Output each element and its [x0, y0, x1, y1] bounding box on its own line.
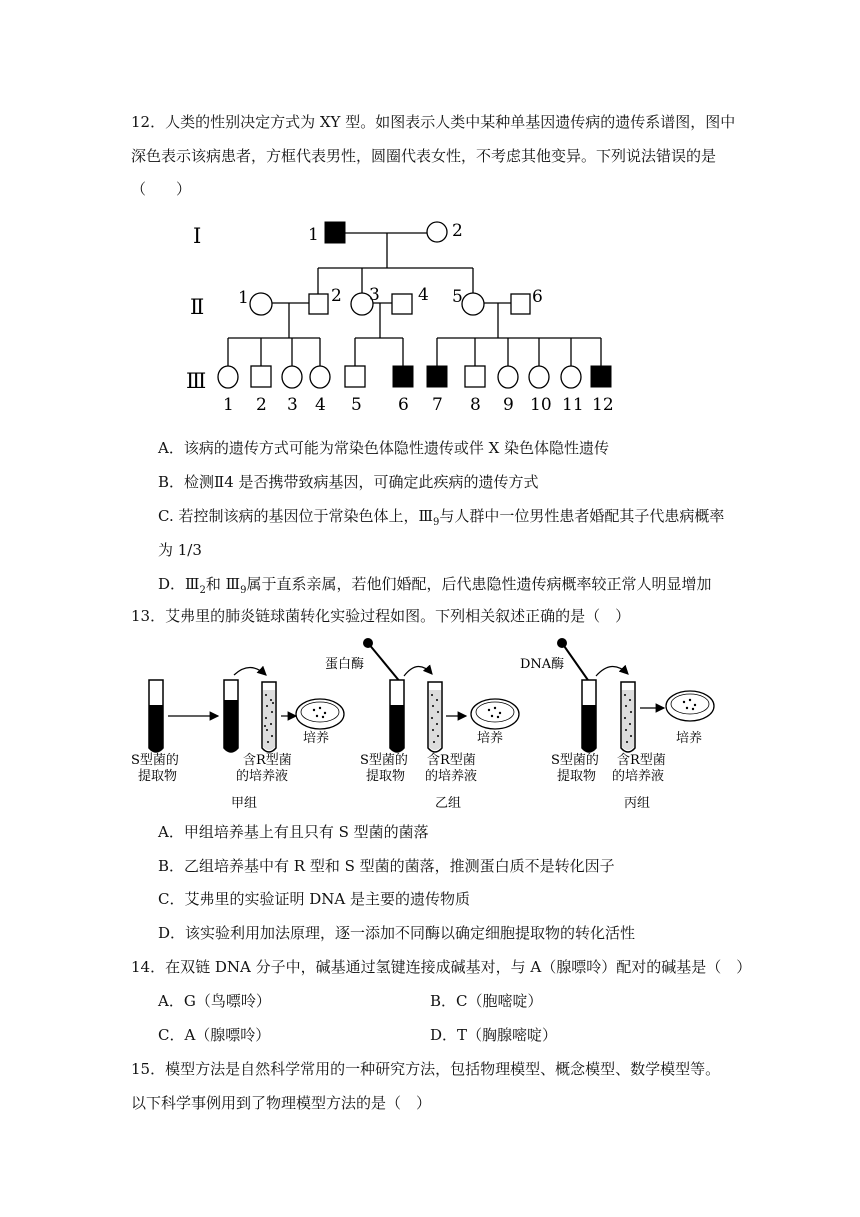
q12-option-d: D．$Ⅲ_2$和 $Ⅲ_9$属于直系亲属，若他们婚配，后代患隐性遗传病概率较正常人明显增加 — [158, 575, 712, 596]
q12-option-a: A．该病的遗传方式可能为常染色体隐性遗传或伴 X 染色体隐性遗传 — [158, 439, 610, 457]
III3-female — [282, 366, 302, 388]
III6-affected-male — [393, 366, 413, 387]
q12-stem-line-3: （ ） — [131, 180, 192, 198]
III-num-5: 5 — [351, 395, 362, 415]
III-num-1: 1 — [223, 395, 234, 415]
I1-affected-male — [325, 222, 345, 243]
III10-female — [529, 366, 549, 388]
b-enzyme: 蛋白酶 — [325, 657, 365, 672]
group-b-label: 乙组 — [435, 796, 462, 811]
avery-experiment-figure — [0, 630, 860, 850]
q14-option-b: B．C（胞嘧啶） — [430, 992, 543, 1010]
b-s-extract-1: S型菌的 — [360, 753, 408, 768]
a-s-extract-1: S型菌的 — [131, 753, 179, 768]
c-enzyme: DNA酶 — [520, 657, 565, 672]
II2-male — [309, 294, 328, 314]
II-num-6: 6 — [532, 287, 543, 307]
I-num-2: 2 — [452, 221, 463, 241]
b-s-extract-2: 提取物 — [366, 769, 406, 784]
I-num-1: 1 — [308, 225, 319, 245]
II1-female — [250, 293, 272, 315]
a-r-culture-1: 含R型菌 — [243, 753, 292, 768]
II-num-4: 4 — [418, 285, 429, 305]
q15-stem-line-1: 15．模型方法是自然科学常用的一种研究方法，包括物理模型、概念模型、数学模型等。 — [131, 1060, 721, 1078]
q14-option-d: D．T（胸腺嘧啶） — [430, 1026, 558, 1044]
q12-stem-line-1: 12．人类的性别决定方式为 XY 型。如图表示人类中某种单基因遗传病的遗传系谱图，图中 — [131, 113, 736, 131]
b-r-culture-1: 含R型菌 — [427, 753, 476, 768]
II6-male — [511, 294, 530, 314]
III11-female — [561, 366, 581, 388]
a-culture: 培养 — [303, 731, 330, 746]
III-num-3: 3 — [287, 395, 298, 415]
III-num-2: 2 — [256, 395, 267, 415]
III9-female — [498, 366, 518, 388]
q13-stem: 13．艾弗里的肺炎链球菌转化实验过程如图。下列相关叙述正确的是（ ） — [131, 607, 631, 625]
q13-option-a: A．甲组培养基上有且只有 S 型菌的菌落 — [158, 823, 429, 841]
III-num-8: 8 — [470, 395, 481, 415]
III-num-6: 6 — [398, 395, 409, 415]
III-num-7: 7 — [432, 395, 443, 415]
III1-female — [218, 366, 238, 388]
III4-female — [310, 366, 330, 388]
c-s-extract-2: 提取物 — [557, 769, 597, 784]
II-num-5: 5 — [452, 287, 463, 307]
b-culture: 培养 — [477, 731, 504, 746]
II-num-3: 3 — [369, 285, 380, 305]
group-c-label: 丙组 — [624, 796, 651, 811]
pedigree-chart — [0, 0, 860, 430]
q15-stem-line-2: 以下科学事例用到了物理模型方法的是（ ） — [131, 1094, 432, 1112]
q14-option-a: A．G（鸟嘌呤） — [158, 992, 271, 1010]
q12-option-b: B．检测Ⅱ4 是否携带致病基因，可确定此疾病的遗传方式 — [158, 473, 539, 491]
q13-option-c: C．艾弗里的实验证明 DNA 是主要的遗传物质 — [158, 890, 470, 908]
III-num-11: 11 — [562, 395, 584, 415]
q12-option-c-cont: 为 1/3 — [158, 541, 202, 559]
b-r-culture-2: 的培养液 — [425, 769, 478, 784]
III-num-9: 9 — [503, 395, 514, 415]
q14-option-c: C．A（腺嘌呤） — [158, 1026, 271, 1044]
III-num-4: 4 — [315, 395, 326, 415]
gen-label-I: Ⅰ — [193, 224, 202, 248]
III7-affected-male — [427, 366, 447, 387]
III2-male — [251, 366, 271, 387]
II4-male — [392, 294, 412, 314]
c-r-culture-2: 的培养液 — [612, 769, 665, 784]
II5-female — [462, 293, 484, 315]
II-num-1: 1 — [238, 288, 249, 308]
q14-stem: 14．在双链 DNA 分子中，碱基通过氢键连接成碱基对，与 A（腺嘌呤）配对的碱基是（ ） — [131, 958, 752, 976]
a-r-culture-2: 的培养液 — [236, 769, 289, 784]
q12-stem-line-2: 深色表示该病患者，方框代表男性，圆圈代表女性，不考虑其他变异。下列说法错误的是 — [131, 147, 717, 165]
a-s-extract-2: 提取物 — [138, 769, 178, 784]
III5-male — [345, 366, 365, 387]
I2-female — [427, 222, 447, 242]
q13-option-b: B．乙组培养基中有 R 型和 S 型菌的菌落，推测蛋白质不是转化因子 — [158, 857, 615, 875]
III12-affected-male — [591, 366, 611, 387]
c-r-culture-1: 含R型菌 — [617, 753, 666, 768]
III8-male — [465, 366, 485, 387]
c-s-extract-1: S型菌的 — [551, 753, 599, 768]
II-num-2: 2 — [331, 286, 342, 306]
q13-option-d: D．该实验利用加法原理，逐一添加不同酶以确定细胞提取物的转化活性 — [158, 924, 636, 942]
III-num-12: 12 — [592, 395, 614, 415]
c-culture: 培养 — [676, 731, 703, 746]
group-a-label: 甲组 — [231, 796, 258, 811]
gen-label-III: Ⅲ — [186, 369, 207, 393]
III-num-10: 10 — [530, 395, 552, 415]
q12-option-c: C. 若控制该病的基因位于常染色体上，$Ⅲ_9$与人群中一位男性患者婚配其子代患病概率 — [158, 507, 725, 528]
gen-label-II: Ⅱ — [190, 295, 205, 319]
